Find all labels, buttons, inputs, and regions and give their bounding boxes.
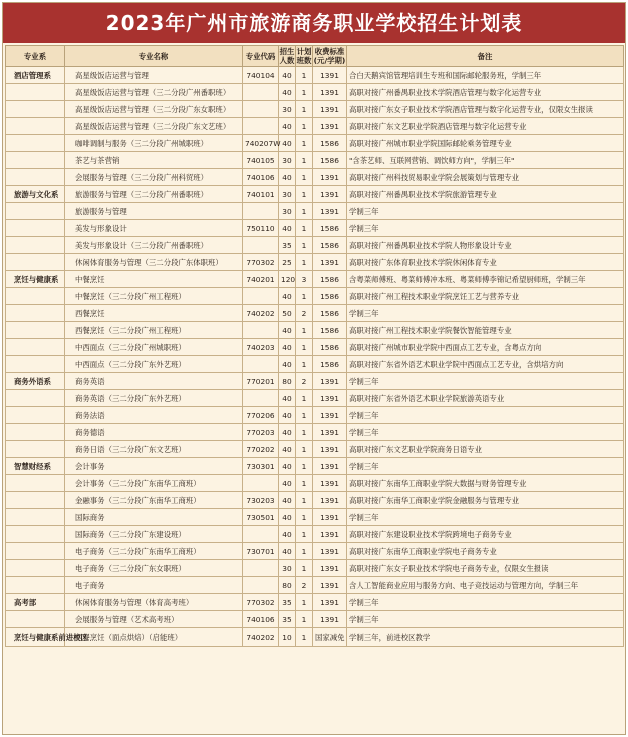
cell-code bbox=[243, 356, 279, 373]
table-row bbox=[6, 220, 624, 237]
table-row bbox=[6, 526, 624, 543]
cell-major: 中西面点（三二分段广东外艺班） bbox=[65, 356, 243, 373]
table-row bbox=[6, 118, 624, 135]
cell-classes: 1 bbox=[296, 509, 313, 526]
header-dept: 专业系 bbox=[6, 46, 65, 67]
cell-enroll: 40 bbox=[279, 339, 296, 356]
cell-classes: 2 bbox=[296, 373, 313, 390]
cell-remark: 高职对接广东南华工商职业学院大数据与财务管理专业 bbox=[347, 475, 624, 492]
cell-fee: 1391 bbox=[313, 577, 347, 594]
cell-major: 会展服务与管理（三二分段广州科贸班） bbox=[65, 169, 243, 186]
cell-fee: 1391 bbox=[313, 390, 347, 407]
cell-code: 740106 bbox=[243, 169, 279, 186]
cell-fee: 1391 bbox=[313, 458, 347, 475]
cell-remark: 学制三年 bbox=[347, 305, 624, 322]
cell-major: 商务德语 bbox=[65, 424, 243, 441]
cell-fee: 1391 bbox=[313, 492, 347, 509]
cell-classes: 1 bbox=[296, 220, 313, 237]
cell-classes: 1 bbox=[296, 339, 313, 356]
cell-enroll: 35 bbox=[279, 237, 296, 254]
cell-fee: 1391 bbox=[313, 67, 347, 84]
cell-major: 中餐烹饪（三二分段广州工程班） bbox=[65, 288, 243, 305]
cell-remark: 高职对接广州科技贸易职业学院会展策划与管理专业 bbox=[347, 169, 624, 186]
cell-major: 茶艺与茶营销 bbox=[65, 152, 243, 169]
cell-code: 770206 bbox=[243, 407, 279, 424]
cell-dept bbox=[6, 441, 65, 458]
cell-major: 电子商务（三二分段广东女职班） bbox=[65, 560, 243, 577]
cell-dept bbox=[6, 339, 65, 356]
cell-code: 740104 bbox=[243, 67, 279, 84]
cell-code: 730301 bbox=[243, 458, 279, 475]
cell-major: 电子商务 bbox=[65, 577, 243, 594]
cell-fee: 1391 bbox=[313, 526, 347, 543]
cell-code: 730701 bbox=[243, 543, 279, 560]
cell-classes: 1 bbox=[296, 492, 313, 509]
cell-fee: 1391 bbox=[313, 118, 347, 135]
cell-dept bbox=[6, 288, 65, 305]
cell-major: 美发与形象设计（三二分段广州番职班） bbox=[65, 237, 243, 254]
cell-fee: 1391 bbox=[313, 560, 347, 577]
table-row bbox=[6, 458, 624, 475]
table-row bbox=[6, 101, 624, 118]
cell-classes: 1 bbox=[296, 560, 313, 577]
cell-fee: 1391 bbox=[313, 611, 347, 628]
table-row bbox=[6, 254, 624, 271]
cell-major: 金融事务（三二分段广东南华工商班） bbox=[65, 492, 243, 509]
table-row bbox=[6, 322, 624, 339]
cell-dept bbox=[6, 611, 65, 628]
cell-fee: 1391 bbox=[313, 373, 347, 390]
cell-dept bbox=[6, 407, 65, 424]
cell-remark: 学制三年 bbox=[347, 594, 624, 611]
cell-enroll: 40 bbox=[279, 67, 296, 84]
cell-remark: 高职对接广州番禺职业技术学院人物形象设计专业 bbox=[347, 237, 624, 254]
cell-fee: 1391 bbox=[313, 424, 347, 441]
table-row bbox=[6, 628, 624, 647]
cell-dept bbox=[6, 492, 65, 509]
table-row bbox=[6, 594, 624, 611]
cell-fee: 1391 bbox=[313, 407, 347, 424]
header-classes: 计划班数 bbox=[296, 47, 312, 65]
cell-dept bbox=[6, 526, 65, 543]
cell-dept bbox=[6, 543, 65, 560]
cell-code: 770202 bbox=[243, 441, 279, 458]
cell-enroll: 40 bbox=[279, 492, 296, 509]
cell-code: 740105 bbox=[243, 152, 279, 169]
table-row bbox=[6, 509, 624, 526]
cell-enroll: 40 bbox=[279, 135, 296, 152]
cell-classes: 1 bbox=[296, 101, 313, 118]
cell-code: 770302 bbox=[243, 254, 279, 271]
cell-enroll: 35 bbox=[279, 611, 296, 628]
table-row bbox=[6, 237, 624, 254]
cell-remark: 高职对接广东省外语艺术职业学院旅游英语专业 bbox=[347, 390, 624, 407]
cell-enroll: 40 bbox=[279, 169, 296, 186]
cell-classes: 1 bbox=[296, 475, 313, 492]
cell-dept bbox=[6, 237, 65, 254]
cell-dept: 烹饪与健康系 bbox=[6, 271, 65, 288]
cell-remark: 高职对接广东文艺职业学院商务日语专业 bbox=[347, 441, 624, 458]
cell-enroll: 40 bbox=[279, 118, 296, 135]
cell-fee: 1391 bbox=[313, 475, 347, 492]
cell-code bbox=[243, 84, 279, 101]
cell-enroll: 40 bbox=[279, 543, 296, 560]
cell-enroll: 80 bbox=[279, 373, 296, 390]
header-major: 专业名称 bbox=[65, 46, 243, 67]
cell-major: 休闲体育服务与管理（体育高考班） bbox=[65, 594, 243, 611]
cell-remark: 高职对接广州番禺职业技术学院酒店管理与数字化运营专业 bbox=[347, 84, 624, 101]
cell-enroll: 30 bbox=[279, 152, 296, 169]
cell-code: 770302 bbox=[243, 594, 279, 611]
cell-code bbox=[243, 203, 279, 220]
cell-enroll: 80 bbox=[279, 577, 296, 594]
cell-code: 770203 bbox=[243, 424, 279, 441]
cell-enroll: 35 bbox=[279, 594, 296, 611]
table-row bbox=[6, 441, 624, 458]
cell-major: 中西面点（三二分段广州城职班） bbox=[65, 339, 243, 356]
cell-remark: 学制三年 bbox=[347, 373, 624, 390]
cell-code: 740201 bbox=[243, 271, 279, 288]
cell-enroll: 30 bbox=[279, 203, 296, 220]
cell-code: 740203 bbox=[243, 339, 279, 356]
cell-code: 740101 bbox=[243, 186, 279, 203]
table-header-row bbox=[6, 46, 624, 67]
cell-fee: 1391 bbox=[313, 186, 347, 203]
cell-classes: 1 bbox=[296, 135, 313, 152]
cell-dept bbox=[6, 424, 65, 441]
cell-fee: 1391 bbox=[313, 441, 347, 458]
cell-dept: 旅游与文化系 bbox=[6, 186, 65, 203]
header-enroll: 招生人数 bbox=[279, 47, 295, 65]
cell-dept bbox=[6, 220, 65, 237]
cell-code bbox=[243, 560, 279, 577]
cell-major: 会计事务 bbox=[65, 458, 243, 475]
cell-dept: 酒店管理系 bbox=[6, 67, 65, 84]
cell-enroll: 40 bbox=[279, 458, 296, 475]
cell-enroll: 40 bbox=[279, 509, 296, 526]
cell-major: 西餐烹饪 bbox=[65, 305, 243, 322]
cell-enroll: 40 bbox=[279, 390, 296, 407]
cell-remark: 学制三年 bbox=[347, 458, 624, 475]
cell-classes: 1 bbox=[296, 67, 313, 84]
cell-major: 美发与形象设计 bbox=[65, 220, 243, 237]
header-fee: 收费标准(元/学期) bbox=[313, 47, 346, 65]
cell-major: 高星级饭店运营与管理（三二分段广东文艺班） bbox=[65, 118, 243, 135]
enrollment-table bbox=[5, 45, 624, 647]
cell-enroll: 40 bbox=[279, 441, 296, 458]
cell-enroll: 10 bbox=[279, 628, 296, 647]
cell-dept: 烹饪与健康系前进校区 bbox=[6, 628, 65, 647]
cell-dept bbox=[6, 322, 65, 339]
cell-remark: 高职对接广州工程技术职业学院餐饮智能管理专业 bbox=[347, 322, 624, 339]
cell-remark: 含人工智能商业应用与服务方向、电子竞技运动与管理方向，学制三年 bbox=[347, 577, 624, 594]
cell-classes: 2 bbox=[296, 305, 313, 322]
cell-major: 电子商务（三二分段广东南华工商班） bbox=[65, 543, 243, 560]
cell-major: 高星级饭店运营与管理（三二分段广东女职班） bbox=[65, 101, 243, 118]
cell-remark: 含粤菜师傅班、粤菜师傅冲本班、粤菜师傅李锦记希望厨师班，学制三年 bbox=[347, 271, 624, 288]
cell-enroll: 40 bbox=[279, 526, 296, 543]
cell-code: 740106 bbox=[243, 611, 279, 628]
cell-dept: 智慧财经系 bbox=[6, 458, 65, 475]
table-row bbox=[6, 305, 624, 322]
cell-code: 770201 bbox=[243, 373, 279, 390]
cell-fee: 1391 bbox=[313, 509, 347, 526]
cell-classes: 1 bbox=[296, 237, 313, 254]
cell-fee: 1586 bbox=[313, 237, 347, 254]
cell-fee: 1586 bbox=[313, 305, 347, 322]
cell-fee: 1586 bbox=[313, 356, 347, 373]
cell-remark: 高职对接广东体育职业技术学院休闲体育专业 bbox=[347, 254, 624, 271]
cell-fee: 1586 bbox=[313, 322, 347, 339]
cell-dept bbox=[6, 475, 65, 492]
table-row bbox=[6, 203, 624, 220]
cell-major: 国际商务（三二分段广东建设班） bbox=[65, 526, 243, 543]
cell-enroll: 120 bbox=[279, 271, 296, 288]
cell-enroll: 40 bbox=[279, 407, 296, 424]
cell-classes: 1 bbox=[296, 628, 313, 647]
cell-remark: 高职对接广州工程技术职业学院烹饪工艺与营养专业 bbox=[347, 288, 624, 305]
cell-remark: 高职对接广州城市职业学院国际邮轮乘务管理专业 bbox=[347, 135, 624, 152]
cell-classes: 1 bbox=[296, 390, 313, 407]
cell-dept bbox=[6, 305, 65, 322]
cell-classes: 1 bbox=[296, 611, 313, 628]
table-row bbox=[6, 356, 624, 373]
cell-classes: 1 bbox=[296, 407, 313, 424]
enrollment-plan-sheet bbox=[3, 3, 625, 734]
cell-major: 西餐烹饪（面点烘焙）（启能班） bbox=[65, 628, 243, 647]
cell-code bbox=[243, 101, 279, 118]
cell-dept bbox=[6, 390, 65, 407]
cell-remark: 高职对接广州城市职业学院中西面点工艺专业，含粤点方向 bbox=[347, 339, 624, 356]
cell-enroll: 40 bbox=[279, 288, 296, 305]
cell-classes: 1 bbox=[296, 526, 313, 543]
cell-remark: 高职对接广东南华工商职业学院金融服务与管理专业 bbox=[347, 492, 624, 509]
table-row bbox=[6, 407, 624, 424]
cell-major: 高星级饭店运营与管理（三二分段广州番职班） bbox=[65, 84, 243, 101]
cell-enroll: 40 bbox=[279, 220, 296, 237]
table-row bbox=[6, 390, 624, 407]
cell-fee: 1586 bbox=[313, 288, 347, 305]
table-row bbox=[6, 339, 624, 356]
cell-classes: 1 bbox=[296, 288, 313, 305]
cell-remark: 学制三年，前进校区教学 bbox=[347, 628, 624, 647]
cell-fee: 1391 bbox=[313, 543, 347, 560]
cell-dept bbox=[6, 560, 65, 577]
cell-major: 西餐烹饪（三二分段广州工程班） bbox=[65, 322, 243, 339]
cell-dept bbox=[6, 203, 65, 220]
cell-code bbox=[243, 118, 279, 135]
cell-enroll: 25 bbox=[279, 254, 296, 271]
cell-classes: 1 bbox=[296, 458, 313, 475]
cell-remark: 学制三年 bbox=[347, 509, 624, 526]
cell-dept bbox=[6, 577, 65, 594]
cell-code: 740202 bbox=[243, 305, 279, 322]
cell-fee: 1586 bbox=[313, 220, 347, 237]
cell-dept bbox=[6, 152, 65, 169]
cell-remark: 学制三年 bbox=[347, 407, 624, 424]
table-row bbox=[6, 288, 624, 305]
cell-major: 国际商务 bbox=[65, 509, 243, 526]
table-row bbox=[6, 424, 624, 441]
cell-major: 旅游服务与管理 bbox=[65, 203, 243, 220]
cell-remark: 高职对接广东文艺职业学院酒店管理与数字化运营专业 bbox=[347, 118, 624, 135]
cell-classes: 1 bbox=[296, 186, 313, 203]
cell-classes: 1 bbox=[296, 118, 313, 135]
cell-enroll: 40 bbox=[279, 475, 296, 492]
cell-remark: 高职对接广东女子职业技术学院酒店管理与数字化运营专业，仅限女生报读 bbox=[347, 101, 624, 118]
cell-major: 中餐烹饪 bbox=[65, 271, 243, 288]
cell-dept bbox=[6, 101, 65, 118]
table-row bbox=[6, 611, 624, 628]
cell-remark: 高职对接广东南华工商职业学院电子商务专业 bbox=[347, 543, 624, 560]
cell-remark: 高职对接广东女子职业技术学院电子商务专业，仅限女生报读 bbox=[347, 560, 624, 577]
cell-enroll: 30 bbox=[279, 186, 296, 203]
cell-classes: 1 bbox=[296, 203, 313, 220]
cell-classes: 1 bbox=[296, 594, 313, 611]
cell-enroll: 30 bbox=[279, 101, 296, 118]
cell-remark: 高职对接广东建设职业技术学院跨境电子商务专业 bbox=[347, 526, 624, 543]
cell-code bbox=[243, 390, 279, 407]
table-row bbox=[6, 135, 624, 152]
cell-major: 旅游服务与管理（三二分段广州番职班） bbox=[65, 186, 243, 203]
cell-remark: 学制三年 bbox=[347, 203, 624, 220]
cell-code: 730501 bbox=[243, 509, 279, 526]
table-row bbox=[6, 84, 624, 101]
cell-classes: 1 bbox=[296, 543, 313, 560]
cell-classes: 2 bbox=[296, 577, 313, 594]
cell-classes: 1 bbox=[296, 424, 313, 441]
cell-dept: 高考部 bbox=[6, 594, 65, 611]
cell-dept bbox=[6, 356, 65, 373]
cell-fee: 1391 bbox=[313, 169, 347, 186]
cell-classes: 1 bbox=[296, 254, 313, 271]
cell-fee: 1586 bbox=[313, 339, 347, 356]
cell-classes: 1 bbox=[296, 441, 313, 458]
table-row bbox=[6, 169, 624, 186]
cell-enroll: 40 bbox=[279, 322, 296, 339]
cell-code: 750110 bbox=[243, 220, 279, 237]
cell-fee: 1391 bbox=[313, 84, 347, 101]
cell-code: 740202 bbox=[243, 628, 279, 647]
cell-classes: 1 bbox=[296, 84, 313, 101]
cell-remark: 学制三年 bbox=[347, 424, 624, 441]
table-row bbox=[6, 577, 624, 594]
cell-enroll: 30 bbox=[279, 560, 296, 577]
cell-fee: 1391 bbox=[313, 203, 347, 220]
cell-major: 会计事务（三二分段广东南华工商班） bbox=[65, 475, 243, 492]
cell-fee: 1391 bbox=[313, 594, 347, 611]
cell-remark: 学制三年 bbox=[347, 220, 624, 237]
page-title: 2023年广州市旅游商务职业学校招生计划表 bbox=[3, 3, 625, 43]
header-code: 专业代码 bbox=[243, 46, 279, 67]
cell-fee: 国家减免 bbox=[313, 628, 347, 647]
cell-remark: "含茶艺师、互联网营销、调饮师方向"，学制三年" bbox=[347, 152, 624, 169]
cell-fee: 1586 bbox=[313, 271, 347, 288]
cell-fee: 1586 bbox=[313, 152, 347, 169]
table-row bbox=[6, 543, 624, 560]
cell-major: 休闲体育服务与管理（三二分段广东体职班） bbox=[65, 254, 243, 271]
header-remark: 备注 bbox=[347, 46, 624, 67]
cell-code bbox=[243, 237, 279, 254]
cell-major: 咖啡调制与服务（三二分段广州城职班） bbox=[65, 135, 243, 152]
cell-major: 会展服务与管理（艺术高考班） bbox=[65, 611, 243, 628]
cell-major: 商务英语（三二分段广东外艺班） bbox=[65, 390, 243, 407]
cell-classes: 1 bbox=[296, 322, 313, 339]
table-row bbox=[6, 271, 624, 288]
table-row bbox=[6, 475, 624, 492]
cell-enroll: 40 bbox=[279, 424, 296, 441]
cell-code: 740207W bbox=[243, 135, 279, 152]
cell-remark: 高职对接广州番禺职业技术学院旅游管理专业 bbox=[347, 186, 624, 203]
cell-dept bbox=[6, 509, 65, 526]
cell-classes: 3 bbox=[296, 271, 313, 288]
cell-enroll: 40 bbox=[279, 356, 296, 373]
cell-dept bbox=[6, 169, 65, 186]
cell-major: 商务法语 bbox=[65, 407, 243, 424]
cell-remark: 学制三年 bbox=[347, 611, 624, 628]
cell-enroll: 50 bbox=[279, 305, 296, 322]
cell-dept bbox=[6, 118, 65, 135]
table-row bbox=[6, 67, 624, 84]
cell-dept bbox=[6, 84, 65, 101]
cell-code bbox=[243, 577, 279, 594]
cell-major: 商务日语（三二分段广东文艺班） bbox=[65, 441, 243, 458]
table-row bbox=[6, 186, 624, 203]
table-row bbox=[6, 373, 624, 390]
cell-code bbox=[243, 475, 279, 492]
cell-remark: 高职对接广东省外语艺术职业学院中西面点工艺专业，含烘培方向 bbox=[347, 356, 624, 373]
table-row bbox=[6, 560, 624, 577]
cell-classes: 1 bbox=[296, 356, 313, 373]
cell-classes: 1 bbox=[296, 152, 313, 169]
cell-code bbox=[243, 288, 279, 305]
table-row bbox=[6, 152, 624, 169]
cell-dept: 商务外语系 bbox=[6, 373, 65, 390]
cell-remark: 合白天鹅宾馆管理培训生专班和国际邮轮服务班，学制三年 bbox=[347, 67, 624, 84]
cell-fee: 1391 bbox=[313, 101, 347, 118]
cell-dept bbox=[6, 254, 65, 271]
cell-fee: 1586 bbox=[313, 135, 347, 152]
cell-code bbox=[243, 526, 279, 543]
table-body bbox=[6, 67, 624, 647]
cell-code: 730203 bbox=[243, 492, 279, 509]
cell-major: 高星级饭店运营与管理 bbox=[65, 67, 243, 84]
cell-fee: 1391 bbox=[313, 254, 347, 271]
table-row bbox=[6, 492, 624, 509]
cell-dept bbox=[6, 135, 65, 152]
cell-major: 商务英语 bbox=[65, 373, 243, 390]
cell-classes: 1 bbox=[296, 169, 313, 186]
cell-code bbox=[243, 322, 279, 339]
cell-enroll: 40 bbox=[279, 84, 296, 101]
